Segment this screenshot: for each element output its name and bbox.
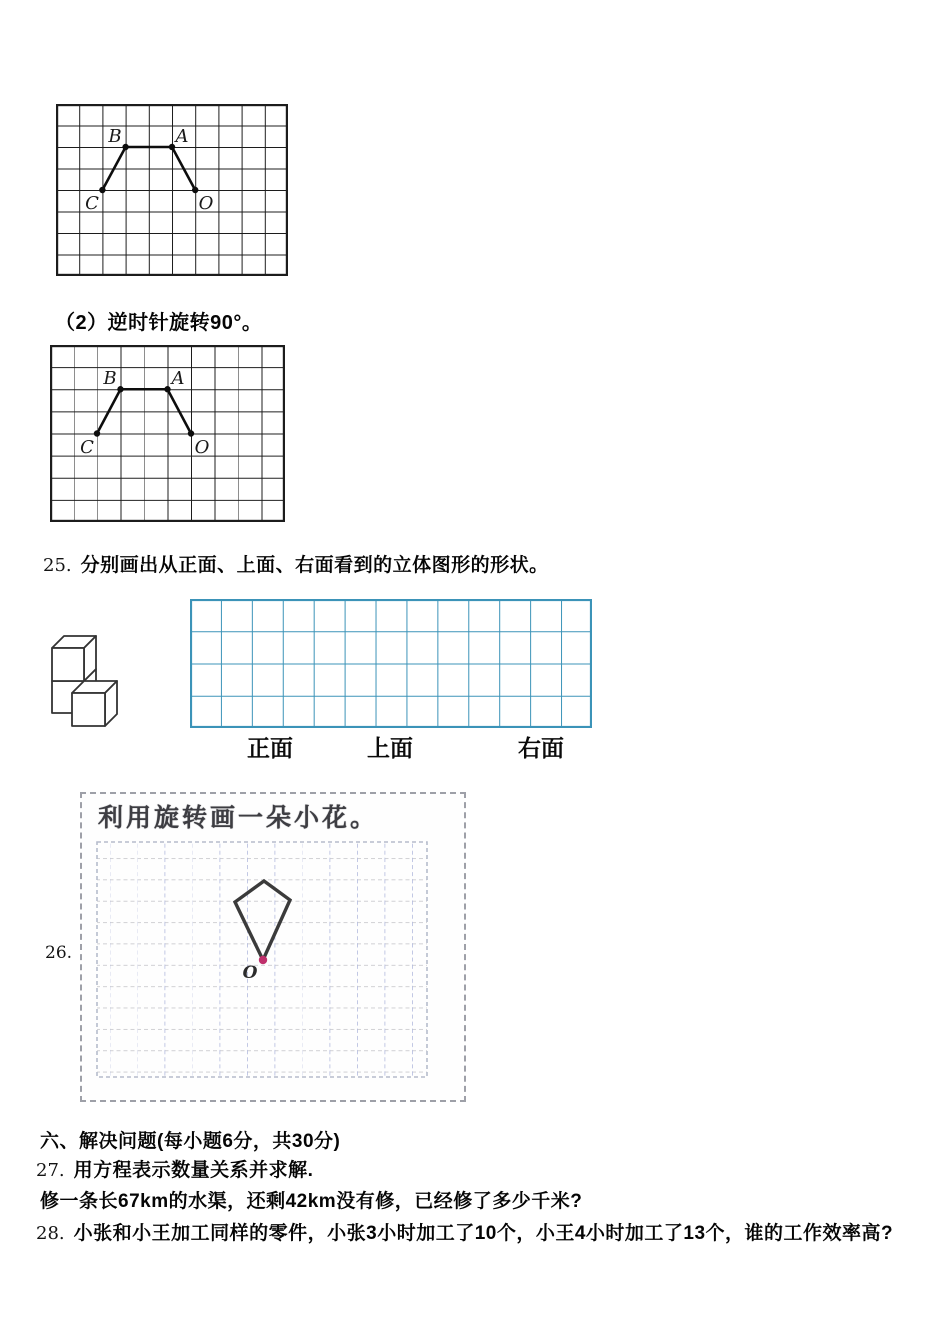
point-B-label: B [108, 126, 122, 147]
grid-lines [190, 599, 592, 728]
point-B-dot [122, 144, 128, 150]
question-27-number: 27. [36, 1160, 65, 1181]
question-25-number: 25. [43, 555, 72, 576]
cube-stack-figure [45, 628, 130, 728]
point-B-label: B [103, 368, 117, 389]
flower-rotation-box [80, 792, 466, 1102]
views-answer-grid[interactable] [190, 599, 592, 728]
view-label-top: 上面 [367, 736, 413, 761]
question-27-body: 修一条长67km的水渠，还剩42km没有修，已经修了多少千米? [40, 1191, 583, 1212]
point-A-dot [169, 144, 175, 150]
point-C-label: C [85, 193, 99, 214]
top-cube-front-face [52, 648, 84, 681]
grid-lines [50, 345, 285, 522]
point-O-dot [192, 187, 198, 193]
point-O-label: O [194, 437, 210, 458]
point-B-dot [117, 386, 123, 392]
point-C-dot [94, 430, 100, 436]
right-cube-front-face [72, 693, 105, 726]
view-label-front: 正面 [247, 736, 293, 761]
rotation-center-dot [259, 956, 267, 964]
view-label-right: 右面 [518, 736, 564, 761]
sub-question-2-label: （2）逆时针旋转90°。 [55, 312, 263, 334]
point-O-dot [188, 430, 194, 436]
question-25-text: 分别画出从正面、上面、右面看到的立体图形的形状。 [80, 555, 549, 576]
rotation-center-label: O [242, 963, 258, 983]
question-28-text: 小张和小王加工同样的零件，小张3小时加工了10个，小王4小时加工了13个，谁的工作效率高? [73, 1223, 894, 1244]
grid-lines [56, 104, 288, 276]
flower-grid-figure[interactable] [82, 794, 464, 1100]
point-A-label: A [171, 368, 185, 389]
question-25-line [43, 550, 549, 577]
point-C-label: C [80, 437, 94, 458]
section-6-heading: 六、解决问题(每小题6分，共30分) [40, 1131, 341, 1152]
point-C-dot [99, 187, 105, 193]
question-27-line [36, 1155, 313, 1182]
flower-box-title: 利用旋转画一朵小花。 [98, 804, 379, 832]
rotation-grid-figure-1 [56, 104, 288, 276]
point-O-label: O [198, 193, 214, 214]
point-A-dot [164, 386, 170, 392]
question-28-line [36, 1218, 893, 1245]
question-27-text: 用方程表示数量关系并求解. [73, 1160, 314, 1181]
question-28-number: 28. [36, 1223, 65, 1244]
rotation-grid-figure-2 [50, 345, 285, 522]
question-26-number: 26. [45, 943, 73, 963]
point-A-label: A [175, 126, 189, 147]
